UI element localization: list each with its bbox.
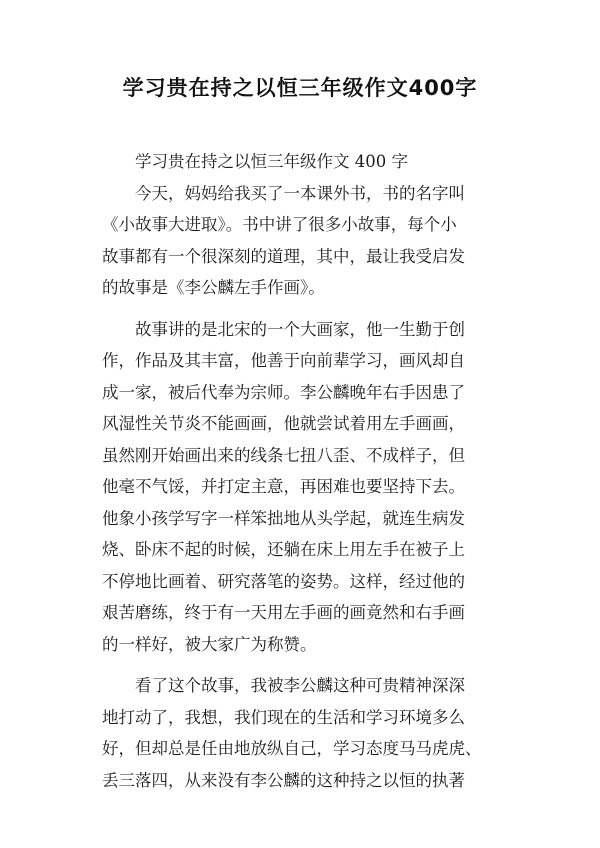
paragraph-2 xyxy=(102,314,502,661)
document-body xyxy=(102,146,502,796)
paragraph-line: 他毫不气馁，并打定主意，再困难也要坚持下去。 xyxy=(102,477,465,496)
paragraph-line: 的一样好，被大家广为称赞。 xyxy=(102,634,317,654)
subtitle-paragraph xyxy=(102,146,502,178)
paragraph-line: 故事都有一个很深刻的道理，其中，最让我受启发 xyxy=(102,246,465,266)
subtitle-line: 学习贵在持之以恒三年级作文 400 字 xyxy=(135,152,408,171)
document-title: 学习贵在持之以恒三年级作文400字 xyxy=(122,76,478,100)
paragraph-line: 好，但却总是任由地放纵自己，学习态度马马虎虎、 xyxy=(102,739,482,758)
paragraph-line: 看了这个故事，我被李公麟这种可贵精神深深 xyxy=(135,676,465,695)
paragraph-line: 他象小孩学写字一样笨拙地从头学起，就连生病发 xyxy=(102,508,465,528)
paragraph-line: 烧、卧床不起的时候，还躺在床上用左手在被子上 xyxy=(102,540,465,559)
paragraph-line: 虽然刚开始画出来的线条七扭八歪、不成样子，但 xyxy=(102,445,465,465)
paragraph-line: 作，作品及其丰富，他善于向前辈学习，画风却自 xyxy=(102,351,465,370)
paragraph-line: 故事讲的是北宋的一个大画家，他一生勤于创 xyxy=(135,319,465,339)
paragraph-1 xyxy=(102,178,502,304)
paragraph-line: 今天，妈妈给我买了一本课外书，书的名字叫 xyxy=(135,183,465,203)
paragraph-line: 的故事是《李公麟左手作画》。 xyxy=(102,278,325,297)
paragraph-3 xyxy=(102,670,502,796)
paragraph-line: 《小故事大进取》。书中讲了很多小故事，每个小 xyxy=(102,215,457,234)
paragraph-line: 丢三落四，从来没有李公麟的这种持之以恒的执著 xyxy=(102,770,465,790)
paragraph-line: 不停地比画着、研究落笔的姿势。这样，经过他的 xyxy=(102,571,465,591)
paragraph-line: 地打动了，我想，我们现在的生活和学习环境多么 xyxy=(102,707,465,727)
paragraph-line: 风湿性关节炎不能画画，他就尝试着用左手画画， xyxy=(102,414,465,433)
paragraph-line: 艰苦磨练，终于有一天用左手画的画竟然和右手画 xyxy=(102,603,465,622)
paragraph-line: 成一家，被后代奉为宗师。李公麟晚年右手因患了 xyxy=(102,382,465,402)
